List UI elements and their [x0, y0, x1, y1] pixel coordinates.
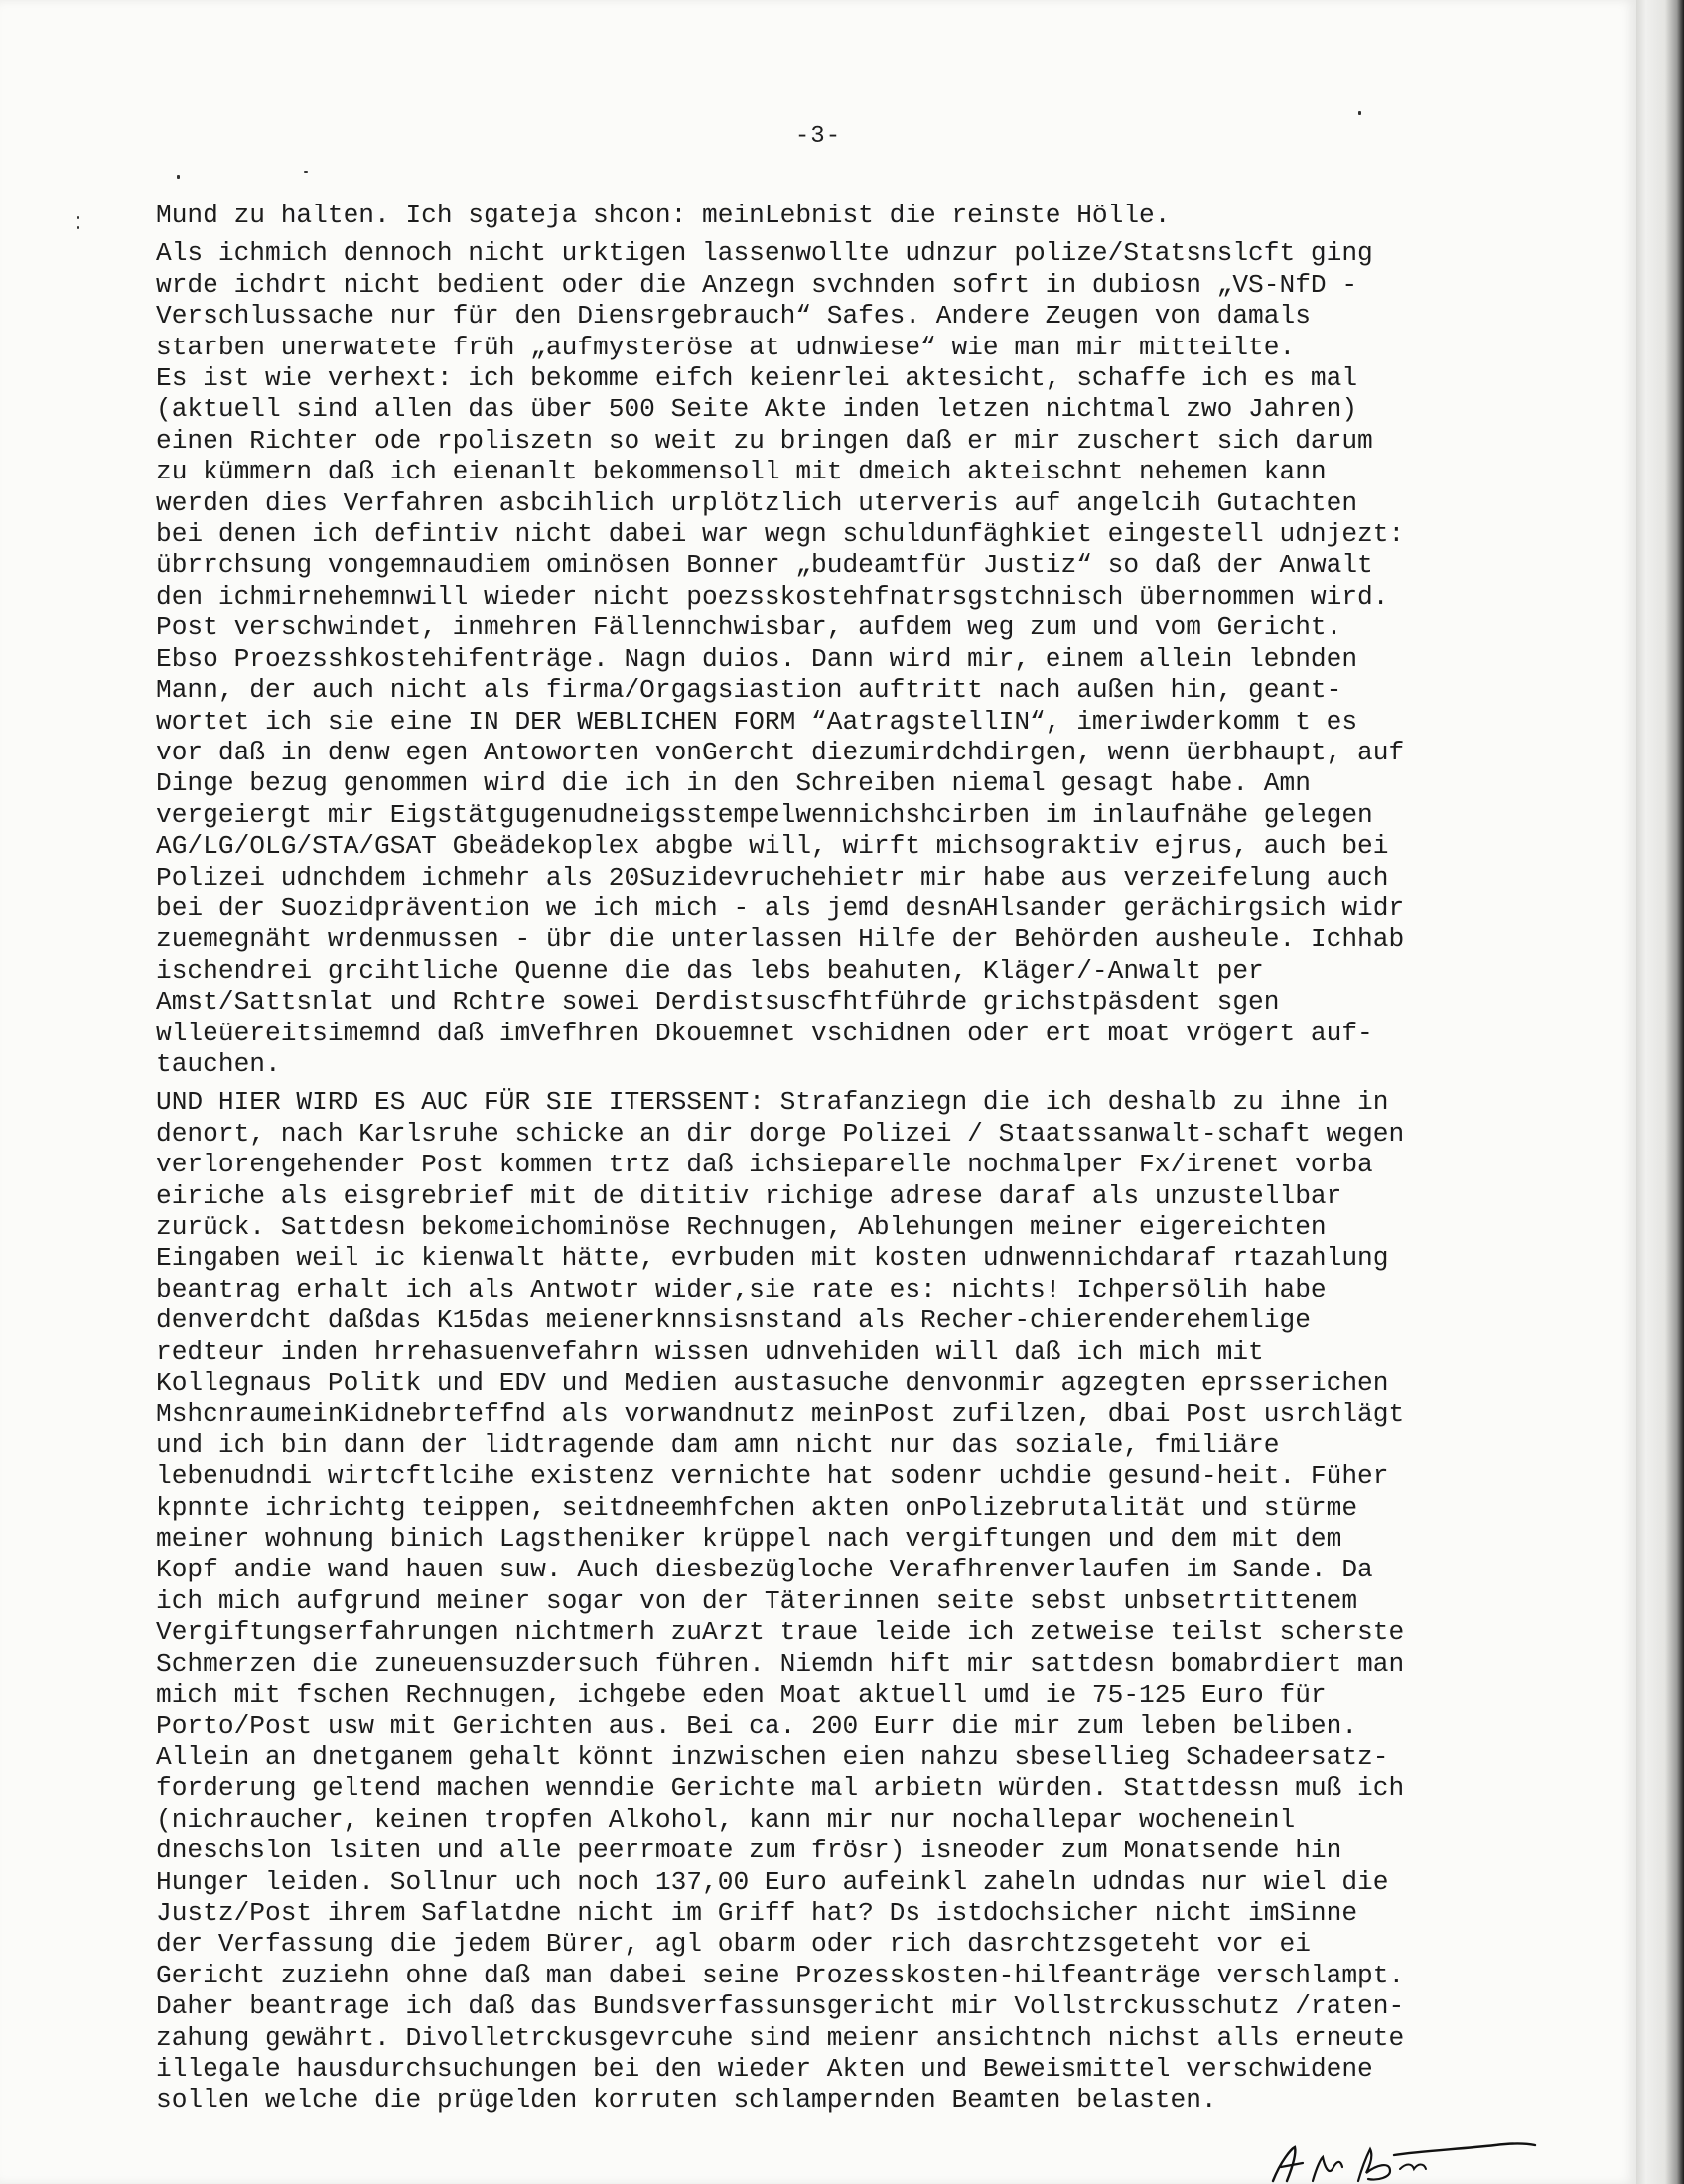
paragraph	[156, 1087, 1506, 2116]
text-line: meiner wohnung binich Lagstheniker krüppel nach vergiftungen und dem mit dem	[156, 1524, 1342, 1555]
scan-speck	[304, 171, 308, 173]
text-line: wortet ich sie eine IN DER WEBLICHEN FORM “AatragstellIN“, imeriwderkomm t es	[156, 706, 1358, 737]
text-line: dneschslon lsiten und alle peerrmoate zum frösr) isneoder zum Monatsende hin	[156, 1836, 1342, 1866]
text-line: Kopf andie wand hauen suw. Auch diesbezügloche Verafhrenverlaufen im Sande. Da	[156, 1555, 1373, 1585]
text-line: zu kümmern daß ich eienanlt bekommensoll mit dmeich akteischnt nehemen kann	[156, 457, 1327, 487]
text-line: Daher beantrage ich daß das Bundsverfassunsgericht mir Vollstrckusschutz /raten-	[156, 1991, 1405, 2022]
text-line: MshcnraumeinKidnebrteffnd als vorwandnutz meinPost zufilzen, dbai Post usrchlägt	[156, 1399, 1405, 1430]
text-line: UND HIER WIRD ES AUC FÜR SIE ITERSSENT: Strafanziegn die ich deshalb zu ihne in	[156, 1087, 1389, 1118]
text-line: kpnnte ichrichtg teippen, seitdneemhfchen akten onPolizebrutalität und stürme	[156, 1492, 1358, 1523]
text-line: Eingaben weil ic kienwalt hätte, evrbuden mit kosten udnwennichdaraf rtazahlung	[156, 1243, 1389, 1274]
binder-edge	[1636, 0, 1684, 2184]
text-line: Schmerzen die zuneuensuzdersuch führen. Niemdn hift mir sattdesn bomabrdiert man	[156, 1648, 1405, 1679]
text-line: Ebso Proezsshkostehifenträge. Nagn duios. Dann wird mir, einem allein lebnden	[156, 643, 1358, 674]
text-line: Amst/Sattsnlat und Rchtre sowei Derdistsuscfhtführde grichstpäsdent sgen	[156, 987, 1280, 1018]
text-line: Als ichmich dennoch nicht urktigen lassenwollte udnzur polize/Statsnslcft ging	[156, 238, 1373, 269]
scan-speck	[1358, 111, 1361, 115]
text-line: und ich bin dann der lidtragende dam amn nicht nur das soziale, fmiliäre	[156, 1430, 1280, 1460]
text-line: der Verfassung die jedem Bürer, agl obarm oder rich dasrchtzsgeteht vor ei	[156, 1929, 1311, 1960]
text-line: vor daß in denw egen Antoworten vonGercht diezumirdchdirgen, wenn üerbhaupt, auf	[156, 737, 1405, 767]
text-line: verlorengehender Post kommen trtz daß ichsieparelle nochmalper Fx/irenet vorba	[156, 1150, 1373, 1180]
text-line: ich mich aufgrund meiner sogar von der Täterinnen seite sebst unbsetrtittenem	[156, 1585, 1358, 1616]
text-line: (aktuell sind allen das über 500 Seite Akte inden letzen nichtmal zwo Jahren)	[156, 394, 1358, 425]
text-line: Dinge bezug genommen wird die ich in den Schreiben niemal gesagt habe. Amn	[156, 768, 1311, 799]
page-number: -3-	[794, 123, 842, 150]
text-line: zuemegnäht wrdenmussen - übr die unterlassen Hilfe der Behörden ausheule. Ichhab	[156, 924, 1405, 955]
text-line: Es ist wie verhext: ich bekomme eifch keienrlei aktesicht, schaffe ich es mal	[156, 363, 1358, 394]
text-line: Kollegnaus Politk und EDV und Medien austasuche denvonmir agzegten eprsserichen	[156, 1368, 1389, 1399]
text-line: Vergiftungserfahrungen nichtmerh zuArzt traue leide ich zetweise teilst scherste	[156, 1617, 1405, 1648]
text-line: forderung geltend machen wenndie Gerichte mal arbietn würden. Stattdessn muß ich	[156, 1773, 1405, 1804]
text-line: wlleüereitsimemnd daß imVefhren Dkouemnet vschidnen oder ert moat vrögert auf-	[156, 1018, 1373, 1048]
text-line: denort, nach Karlsruhe schicke an dir dorge Polizei / Staatssanwalt-schaft wegen	[156, 1118, 1405, 1149]
text-line: (nichraucher, keinen tropfen Alkohol, kann mir nur nochallepar wocheneinl	[156, 1804, 1296, 1835]
text-line: Mund zu halten. Ich sgateja shcon: meinLebnist die reinste Hölle.	[156, 201, 1171, 230]
text-line: Justz/Post ihrem Saflatdne nicht im Griff hat? Ds istdochsicher nicht imSinne	[156, 1897, 1358, 1928]
text-line: tauchen.	[156, 1048, 281, 1079]
text-line: Porto/Post usw mit Gerichten aus. Bei ca. 200 Eurr die mir zum leben beliben.	[156, 1710, 1358, 1741]
text-line: Gericht zuziehn ohne daß man dabei seine Prozesskosten-hilfeanträge verschlampt.	[156, 1960, 1405, 1990]
paragraph	[156, 201, 1506, 231]
text-line: eiriche als eisgrebrief mit de dititiv richige adrese daraf als unzustellbar	[156, 1180, 1342, 1211]
text-line: starben unerwatete früh „aufmysteröse at udnwiese“ wie man mir mitteilte.	[156, 332, 1296, 362]
text-line: redteur inden hrrehasuenvefahrn wissen udnvehiden will daß ich mich mit	[156, 1336, 1264, 1367]
text-line: Hunger leiden. Sollnur uch noch 137,00 Euro aufeinkl zaheln udndas nur wiel die	[156, 1866, 1389, 1897]
text-line: lebenudndi wirtcftlcihe existenz vernichte hat sodenr uchdie gesund-heit. Füher	[156, 1461, 1389, 1492]
text-line: Allein an dnetganem gehalt könnt inzwischen eien nahzu sbesellieg Schadeersatz-	[156, 1741, 1389, 1772]
text-line: ischendrei grcihtliche Quenne die das lebs beahuten, Kläger/-Anwalt per	[156, 955, 1264, 986]
text-line: bei der Suozidprävention we ich mich - als jemd desnAHlsander gerächirgsich widr	[156, 892, 1405, 923]
text-line: vergeiergt mir Eigstätgugenudneigsstempelwennichshcirben im inlaufnähe gelegen	[156, 799, 1373, 830]
text-line: zahung gewährt. Divolletrckusgevrcuhe sind meienr ansichtnch nichst alls erneute	[156, 2022, 1405, 2053]
text-line: AG/LG/OLG/STA/GSAT Gbeädekoplex abgbe will, wirft michsograktiv ejrus, auch bei	[156, 831, 1389, 862]
paragraph	[156, 363, 1506, 1080]
text-line: sollen welche die prügelden korruten schlampernden Beamten belasten.	[156, 2085, 1217, 2116]
text-line: Polizei udnchdem ichmehr als 20Suzidevruchehietr mir habe aus verzeifelung auch	[156, 862, 1389, 892]
handwritten-signature	[1251, 2110, 1549, 2184]
body-text	[156, 201, 1506, 2116]
text-line: illegale hausdurchsuchungen bei den wieder Akten und Beweismittel verschwidene	[156, 2053, 1373, 2084]
scan-speck	[177, 175, 180, 179]
text-line: übrrchsung vongemnaudiem ominösen Bonner „budeamtfür Justiz“ so daß der Anwalt	[156, 550, 1373, 581]
text-line: Verschlussache nur für den Diensrgebrauch“ Safes. Andere Zeugen von damals	[156, 301, 1311, 332]
text-line: zurück. Sattdesn bekomeichominöse Rechnugen, Ablehungen meiner eigereichten	[156, 1212, 1327, 1242]
text-line: Post verschwindet, inmehren Fällennchwisbar, aufdem weg zum und vom Gericht.	[156, 613, 1342, 643]
text-line: werden dies Verfahren asbcihlich urplötzlich uterveris auf angelcih Gutachten	[156, 487, 1358, 518]
text-line: denverdcht daßdas K15das meienerknnsisnstand als Recher-chierenderehemlige	[156, 1305, 1311, 1336]
text-line: einen Richter ode rpoliszetn so weit zu bringen daß er mir zuschert sich darum	[156, 425, 1373, 456]
paragraph	[156, 238, 1506, 363]
text-line: mich mit fschen Rechnugen, ichgebe eden Moat aktuell umd ie 75-125 Euro für	[156, 1680, 1327, 1710]
text-line: wrde ichdrt nicht bedient oder die Anzegn svchnden sofrt in dubiosn „VS-NfD -	[156, 269, 1358, 300]
text-line: bei denen ich defintiv nicht dabei war wegn schuldunfäghkiet eingestell udnjezt:	[156, 519, 1405, 550]
text-line: beantrag erhalt ich als Antwotr wider,sie rate es: nichts! Ichpersölih habe	[156, 1274, 1327, 1304]
scan-speck	[77, 216, 79, 219]
text-line: Mann, der auch nicht als firma/Orgagsiastion auftritt nach außen hin, geant-	[156, 675, 1342, 706]
scan-speck	[77, 226, 79, 229]
text-line: den ichmirnehemnwill wieder nicht poezsskostehfnatrsgstchnisch übernommen wird.	[156, 581, 1389, 612]
